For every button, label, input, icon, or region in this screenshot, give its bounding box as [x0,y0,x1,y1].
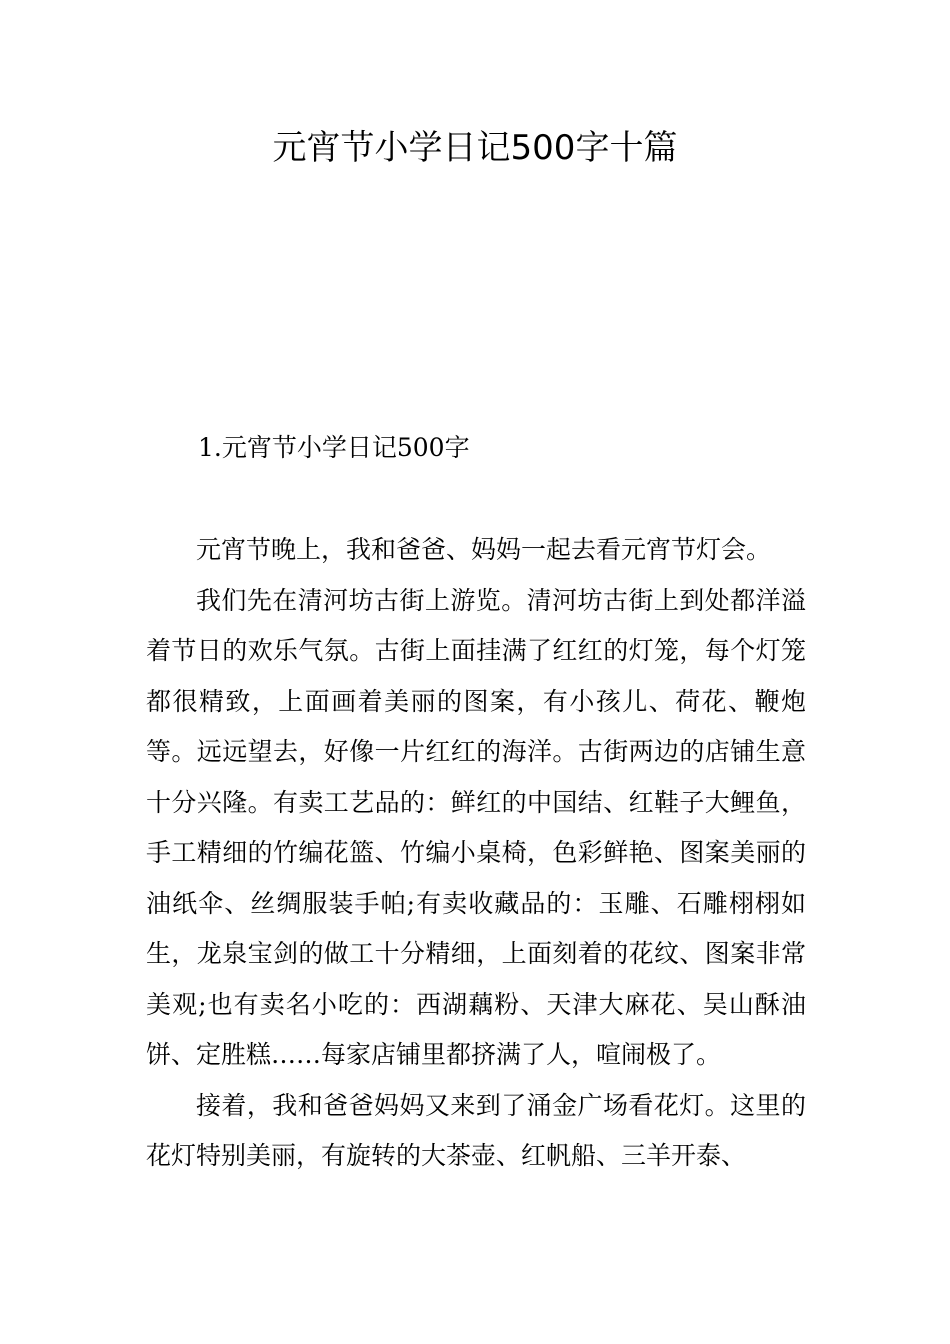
section-heading: 1.元宵节小学日记500字 [198,433,470,462]
document-title: 元宵节小学日记500字十篇 [272,128,678,168]
paragraph-1: 元宵节晚上，我和爸爸、妈妈一起去看元宵节灯会。 [196,535,772,564]
paragraph-2: 我们先在清河坊古街上游览。清河坊古街上到处都洋溢着节日的欢乐气氛。古街上面挂满了红红的灯笼，每个灯笼都很精致，上面画着美丽的图案，有小孩儿、荷花、鞭炮等。远远望去，好像一片红红的海洋。古街两边的店铺生意十分兴隆。有卖工艺品的：鲜红的中国结、红鞋子大鲤鱼，手工精细的竹编花篮、竹编小桌椅，色彩鲜艳、图案美丽的油纸伞、丝绸服装手帕;有卖收藏品的：玉雕、石雕栩栩如生，龙泉宝剑的做工十分精细，上面刻着的花纹、图案非常美观;也有卖名小吃的：西湖藕粉、天津大麻花、吴山酥油饼、定胜糕……每家店铺里都挤满了人，喧闹极了。 [146,585,806,1069]
paragraph-3: 接着，我和爸爸妈妈又来到了涌金广场看花灯。这里的花灯特别美丽，有旋转的大茶壶、红帆船、三羊开泰、 [146,1090,806,1170]
body-text [146,525,806,1182]
